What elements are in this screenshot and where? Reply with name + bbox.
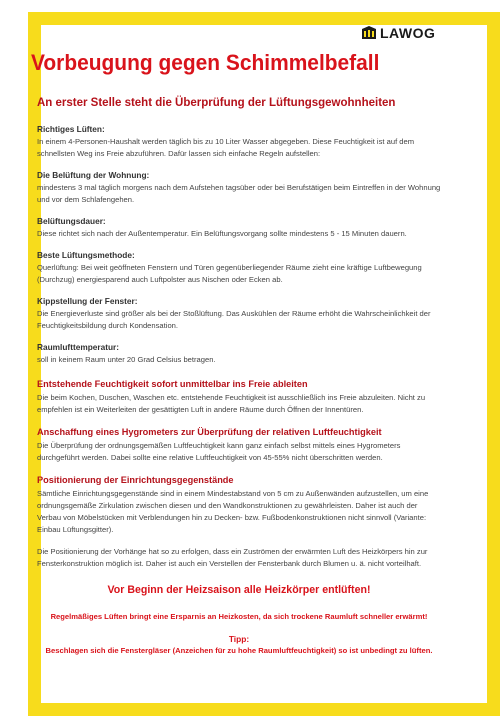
section-heading: Die Belüftung der Wohnung: <box>37 170 150 180</box>
logo-text: LAWOG <box>380 25 436 41</box>
lawog-logo <box>361 26 435 40</box>
red-section-heading: Entstehende Feuchtigkeit sofort unmittelbar ins Freie ableiten <box>37 379 308 389</box>
red-section-text: Die Überprüfung der ordnungsgemäßen Luftfeuchtigkeit kann ganz einfach selbst mittels eines Hygrometers durchgeführt werden. Dabei sollte eine relative Luftfeuchtigkeit von 45-55% nicht überschritten werden. <box>37 441 401 462</box>
intro-heading: An erster Stelle steht die Überprüfung der Lüftungsgewohnheiten <box>37 97 396 109</box>
section-text: Die Energieverluste sind größer als bei der Stoßlüftung. Das Auskühlen der Räume erhöht die Wahrscheinlichkeit der Feuchtigkeitsbildung durch Kondensation. <box>37 309 431 330</box>
section-text: mindestens 3 mal täglich morgens nach dem Aufstehen tagsüber oder bei Berufstätigen beim Eintreffen in der Wohnung und vor dem Schlafengehen. <box>37 183 441 204</box>
section-text: In einem 4-Personen-Haushalt werden täglich bis zu 10 Liter Wasser abgegeben. Diese Feuchtigkeit ist auf dem schnellsten Weg ins Freie abzuführen. Dafür lassen sich einfache Regeln aufstellen: <box>37 137 415 158</box>
section-heading: Belüftungsdauer: <box>37 216 106 226</box>
red-section-text: Die beim Kochen, Duschen, Waschen etc. entstehende Feuchtigkeit ist ausschließlich ins Freie abzuleiten. Nicht zu empfehlen ist ein Weiterleiten der gesättigten Luft in andere Räume durch Öffnen der Innentüren. <box>37 393 426 414</box>
lawog-logo-mark-icon <box>361 26 377 40</box>
section-heading: Raumlufttemperatur: <box>37 342 120 352</box>
document-body <box>37 96 441 656</box>
section-text: soll in keinem Raum unter 20 Grad Celsius betragen. <box>37 355 216 364</box>
section-heading: Kippstellung der Fenster: <box>37 296 138 306</box>
closing-note: Regelmäßiges Lüften bringt eine Ersparnis an Heizkosten, da sich trockene Raumluft schneller erwärmt! <box>50 612 428 621</box>
section-heading: Beste Lüftungsmethode: <box>37 250 135 260</box>
red-section-text-2: Die Positionierung der Vorhänge hat so zu erfolgen, dass ein Zuströmen der erwärmten Luft des Heizkörpers hin zur Fensterkonstruktion möglich ist. Daher ist auch ein Verstellen der Fensterbank durch Blumen u. ä. nicht vorteilhaft. <box>37 547 428 568</box>
section-text: Querlüftung: Bei weit geöffneten Fenstern und Türen gegenüberliegender Räume zieht eine kräftige Luftbewegung (Durchzug) energiesparend auch Luftpolster aus Nischen oder Ecken ab. <box>37 263 422 284</box>
page-title: Vorbeugung gegen Schimmelbefall <box>31 50 380 75</box>
section-text: Diese richtet sich nach der Außentemperatur. Ein Belüftungsvorgang sollte mindestens 5 - 15 Minuten dauern. <box>37 229 407 238</box>
tip-text: Beschlagen sich die Fenstergläser (Anzeichen für zu hohe Raumluftfeuchtigkeit) so ist unbedingt zu lüften. <box>45 646 433 655</box>
red-section-heading: Anschaffung eines Hygrometers zur Überprüfung der relativen Luftfeuchtigkeit <box>37 427 382 437</box>
closing-headline: Vor Beginn der Heizsaison alle Heizkörper entlüften! <box>107 584 371 596</box>
red-section-heading: Positionierung der Einrichtungsgegenstände <box>37 475 234 485</box>
tip-label: Tipp: <box>228 634 250 644</box>
red-section-text: Sämtliche Einrichtungsgegenstände sind in einem Mindestabstand von 5 cm zu Außenwänden aufzustellen, um eine ordnungsgemäße Zirkulation zwischen diesen und den Wandkonstruktionen zu gewährleisten. Daher ist auch der Verbau von Möbelstücken mit Verblendungen hin zu Decken- bzw. Fußbodenkonstruktionen nicht sinnvoll (Variante: Einbau Lüftungsgitter). <box>37 489 429 534</box>
section-heading: Richtiges Lüften: <box>37 124 105 134</box>
